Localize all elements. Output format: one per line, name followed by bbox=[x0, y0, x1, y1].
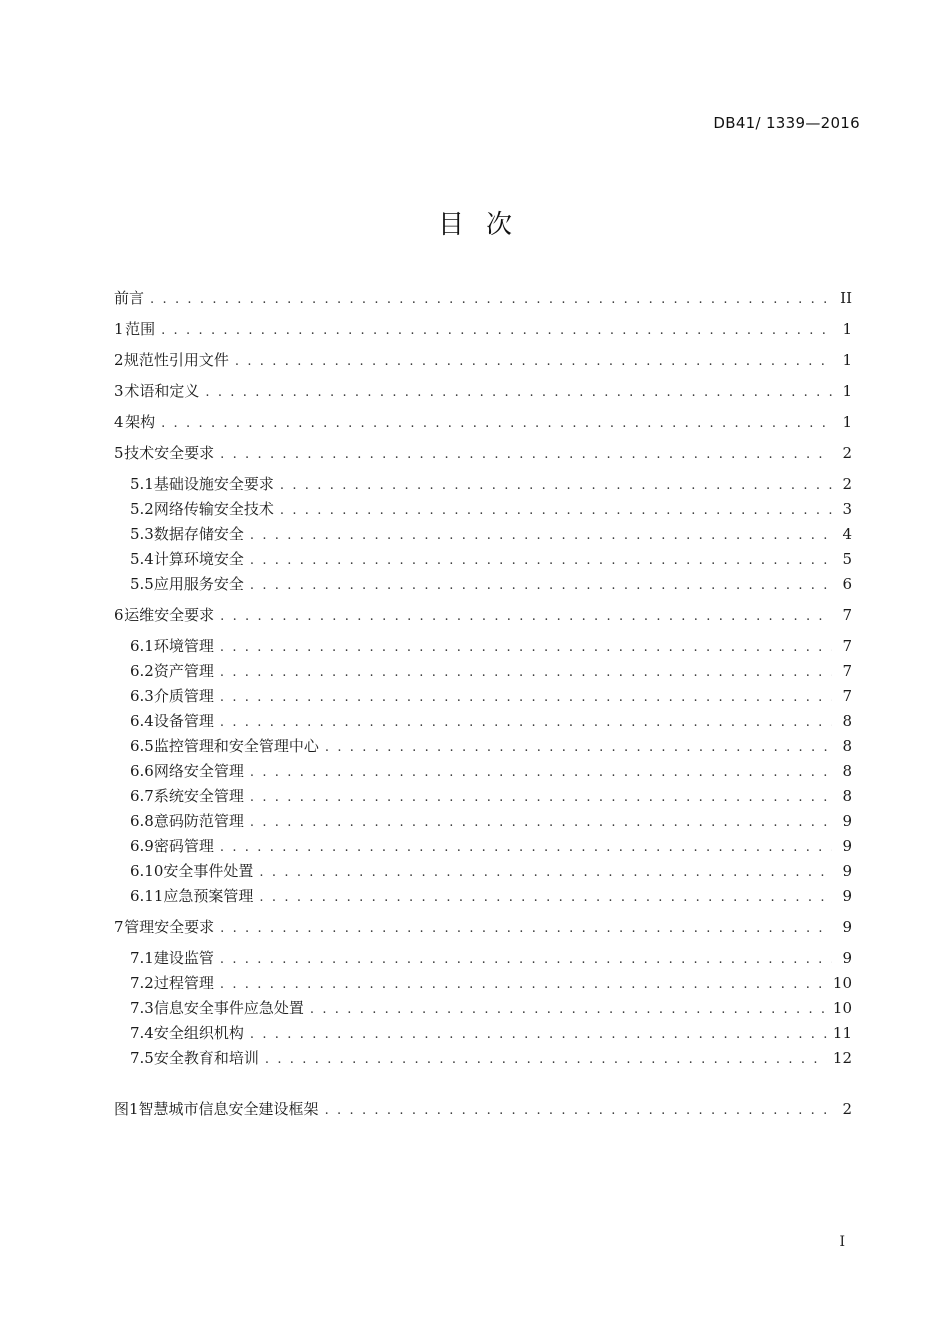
toc-label: 运维安全要求 bbox=[124, 606, 215, 624]
toc-leader bbox=[161, 318, 832, 343]
toc-page: 8 bbox=[842, 787, 852, 805]
toc-entry-6[interactable] bbox=[114, 603, 852, 628]
toc-number: 5.5 bbox=[130, 575, 154, 593]
toc-page: 7 bbox=[842, 606, 852, 624]
toc-page: 12 bbox=[832, 1049, 852, 1067]
toc-number: 6.1 bbox=[130, 637, 154, 655]
toc-number: 7.3 bbox=[130, 999, 154, 1017]
toc-label: 管理安全要求 bbox=[124, 918, 215, 936]
toc-leader bbox=[161, 411, 832, 436]
toc-number: 6.4 bbox=[130, 712, 154, 730]
toc-page: 7 bbox=[842, 637, 852, 655]
toc-page: 2 bbox=[842, 444, 852, 462]
toc-leader bbox=[250, 810, 832, 835]
toc-number: 7 bbox=[114, 918, 124, 936]
toc-label: 系统安全管理 bbox=[153, 787, 244, 805]
toc-label: 过程管理 bbox=[153, 974, 214, 992]
toc-entry-5-3[interactable] bbox=[114, 522, 852, 547]
toc-page: 7 bbox=[842, 687, 852, 705]
toc-entry-6-11[interactable] bbox=[114, 884, 852, 909]
toc-entry-6-6[interactable] bbox=[114, 759, 852, 784]
toc-entry-6-1[interactable] bbox=[114, 634, 852, 659]
toc-page: 9 bbox=[842, 837, 852, 855]
toc-leader bbox=[220, 916, 832, 941]
toc-number: 6.6 bbox=[130, 762, 154, 780]
toc-number: 6.8 bbox=[130, 812, 154, 830]
toc-entry-7-5[interactable] bbox=[114, 1046, 852, 1071]
toc-page: 7 bbox=[842, 662, 852, 680]
toc-page: 2 bbox=[842, 475, 852, 493]
toc-page: 1 bbox=[842, 382, 852, 400]
toc-entry-5-1[interactable] bbox=[114, 472, 852, 497]
toc-label: 计算环境安全 bbox=[153, 550, 244, 568]
toc-entry-5-2[interactable] bbox=[114, 497, 852, 522]
toc-number: 6 bbox=[114, 606, 124, 624]
toc-label: 意码防范管理 bbox=[153, 812, 244, 830]
toc-leader bbox=[310, 997, 827, 1022]
toc-entry-6-5[interactable] bbox=[114, 734, 852, 759]
toc-leader bbox=[280, 473, 832, 498]
toc-label: 术语和定义 bbox=[124, 382, 200, 400]
toc-entry-foreword[interactable] bbox=[114, 286, 852, 311]
toc-page: 8 bbox=[842, 737, 852, 755]
toc-label: 规范性引用文件 bbox=[123, 351, 229, 369]
toc-entry-7[interactable] bbox=[114, 915, 852, 940]
toc-page: 1 bbox=[842, 413, 852, 431]
toc-entry-5[interactable] bbox=[114, 441, 852, 466]
toc-leader bbox=[220, 835, 832, 860]
toc-page: II bbox=[840, 289, 852, 307]
toc-label: 数据存储安全 bbox=[153, 525, 244, 543]
page-title: 目次 bbox=[437, 210, 534, 240]
toc-entry-5-4[interactable] bbox=[114, 547, 852, 572]
toc-leader bbox=[220, 972, 827, 997]
toc-leader bbox=[220, 710, 832, 735]
toc-label: 技术安全要求 bbox=[124, 444, 215, 462]
toc-leader bbox=[220, 604, 832, 629]
toc-number: 4 bbox=[114, 413, 124, 431]
toc-page: 8 bbox=[842, 712, 852, 730]
toc-number: 5.4 bbox=[130, 550, 154, 568]
toc-entry-6-7[interactable] bbox=[114, 784, 852, 809]
toc-entry-6-9[interactable] bbox=[114, 834, 852, 859]
toc-label: 资产管理 bbox=[153, 662, 214, 680]
toc-label: 前言 bbox=[114, 289, 145, 307]
toc-number: 6.9 bbox=[130, 837, 154, 855]
toc-number: 7.1 bbox=[130, 949, 154, 967]
toc-label: 设备管理 bbox=[153, 712, 214, 730]
toc-number: 5.1 bbox=[130, 475, 154, 493]
toc-label: 网络安全管理 bbox=[153, 762, 244, 780]
toc-page: 9 bbox=[842, 949, 852, 967]
toc-label: 安全事件处置 bbox=[163, 862, 254, 880]
toc-leader bbox=[220, 635, 832, 660]
toc-label: 范围 bbox=[125, 320, 156, 338]
toc-label: 安全教育和培训 bbox=[153, 1049, 259, 1067]
toc-entry-7-4[interactable] bbox=[114, 1021, 852, 1046]
toc-number: 6.3 bbox=[130, 687, 154, 705]
toc-label: 智慧城市信息安全建设框架 bbox=[138, 1100, 319, 1118]
toc-number: 6.11 bbox=[130, 887, 164, 905]
toc-label: 安全组织机构 bbox=[153, 1024, 244, 1042]
toc-leader bbox=[325, 1098, 832, 1123]
toc-entry-7-3[interactable] bbox=[114, 996, 852, 1021]
toc-entry-figure-1[interactable] bbox=[114, 1097, 852, 1122]
toc-page: 2 bbox=[842, 1100, 852, 1118]
toc-entry-6-4[interactable] bbox=[114, 709, 852, 734]
toc-page: 9 bbox=[842, 862, 852, 880]
toc-entry-6-8[interactable] bbox=[114, 809, 852, 834]
toc-entry-7-1[interactable] bbox=[114, 946, 852, 971]
toc-label: 应用服务安全 bbox=[153, 575, 244, 593]
toc-leader bbox=[250, 785, 832, 810]
toc-page: 1 bbox=[842, 351, 852, 369]
toc-page: 3 bbox=[842, 500, 852, 518]
toc-leader bbox=[250, 573, 832, 598]
toc-page: 11 bbox=[832, 1024, 852, 1042]
toc-page: 6 bbox=[842, 575, 852, 593]
toc-page: 10 bbox=[832, 974, 852, 992]
toc-number: 6.7 bbox=[130, 787, 154, 805]
toc-label: 基础设施安全要求 bbox=[153, 475, 274, 493]
toc-page: 1 bbox=[842, 320, 852, 338]
toc-number: 7.4 bbox=[130, 1024, 154, 1042]
toc-number: 6.10 bbox=[130, 862, 164, 880]
toc-number: 3 bbox=[114, 382, 124, 400]
toc-entry-2[interactable] bbox=[114, 348, 852, 373]
toc-label: 介质管理 bbox=[153, 687, 214, 705]
toc-leader bbox=[220, 660, 832, 685]
toc-leader bbox=[205, 380, 832, 405]
toc-label: 架构 bbox=[125, 413, 156, 431]
toc-entry-6-2[interactable] bbox=[114, 659, 852, 684]
toc-leader bbox=[250, 523, 832, 548]
toc-number: 5 bbox=[114, 444, 124, 462]
toc-number: 7.2 bbox=[130, 974, 154, 992]
toc-entry-3[interactable] bbox=[114, 379, 852, 404]
toc-label: 监控管理和安全管理中心 bbox=[153, 737, 319, 755]
page-number: I bbox=[839, 1234, 845, 1250]
toc-page: 8 bbox=[842, 762, 852, 780]
toc-leader bbox=[280, 498, 832, 523]
toc-number: 1 bbox=[114, 320, 124, 338]
toc-leader bbox=[250, 760, 832, 785]
toc-number: 5.3 bbox=[130, 525, 154, 543]
toc-entry-5-5[interactable] bbox=[114, 572, 852, 597]
toc-page: 4 bbox=[842, 525, 852, 543]
toc-entry-7-2[interactable] bbox=[114, 971, 852, 996]
toc-number: 6.5 bbox=[130, 737, 154, 755]
toc-number: 5.2 bbox=[130, 500, 154, 518]
toc-label: 环境管理 bbox=[153, 637, 214, 655]
table-of-contents bbox=[114, 286, 852, 1122]
toc-leader bbox=[235, 349, 832, 374]
toc-number: 2 bbox=[114, 351, 124, 369]
toc-page: 9 bbox=[842, 887, 852, 905]
toc-leader bbox=[250, 548, 832, 573]
toc-number: 6.2 bbox=[130, 662, 154, 680]
toc-page: 9 bbox=[842, 812, 852, 830]
toc-entry-4[interactable] bbox=[114, 410, 852, 435]
toc-leader bbox=[259, 860, 832, 885]
toc-page: 5 bbox=[842, 550, 852, 568]
toc-number: 7.5 bbox=[130, 1049, 154, 1067]
toc-label: 网络传输安全技术 bbox=[153, 500, 274, 518]
toc-page: 9 bbox=[842, 918, 852, 936]
toc-page: 10 bbox=[832, 999, 852, 1017]
toc-label: 建设监管 bbox=[153, 949, 214, 967]
toc-entry-6-10[interactable] bbox=[114, 859, 852, 884]
document-code: DB41/ 1339—2016 bbox=[713, 114, 860, 132]
toc-leader bbox=[259, 885, 832, 910]
toc-leader bbox=[265, 1047, 827, 1072]
toc-leader bbox=[220, 442, 832, 467]
toc-leader bbox=[250, 1022, 827, 1047]
toc-leader bbox=[150, 287, 832, 312]
toc-entry-1[interactable] bbox=[114, 317, 852, 342]
toc-label: 密码管理 bbox=[153, 837, 214, 855]
toc-leader bbox=[220, 685, 832, 710]
toc-label: 应急预案管理 bbox=[163, 887, 254, 905]
toc-number: 图1 bbox=[114, 1100, 139, 1118]
toc-label: 信息安全事件应急处置 bbox=[153, 999, 304, 1017]
toc-leader bbox=[220, 947, 832, 972]
toc-leader bbox=[325, 735, 832, 760]
toc-entry-6-3[interactable] bbox=[114, 684, 852, 709]
